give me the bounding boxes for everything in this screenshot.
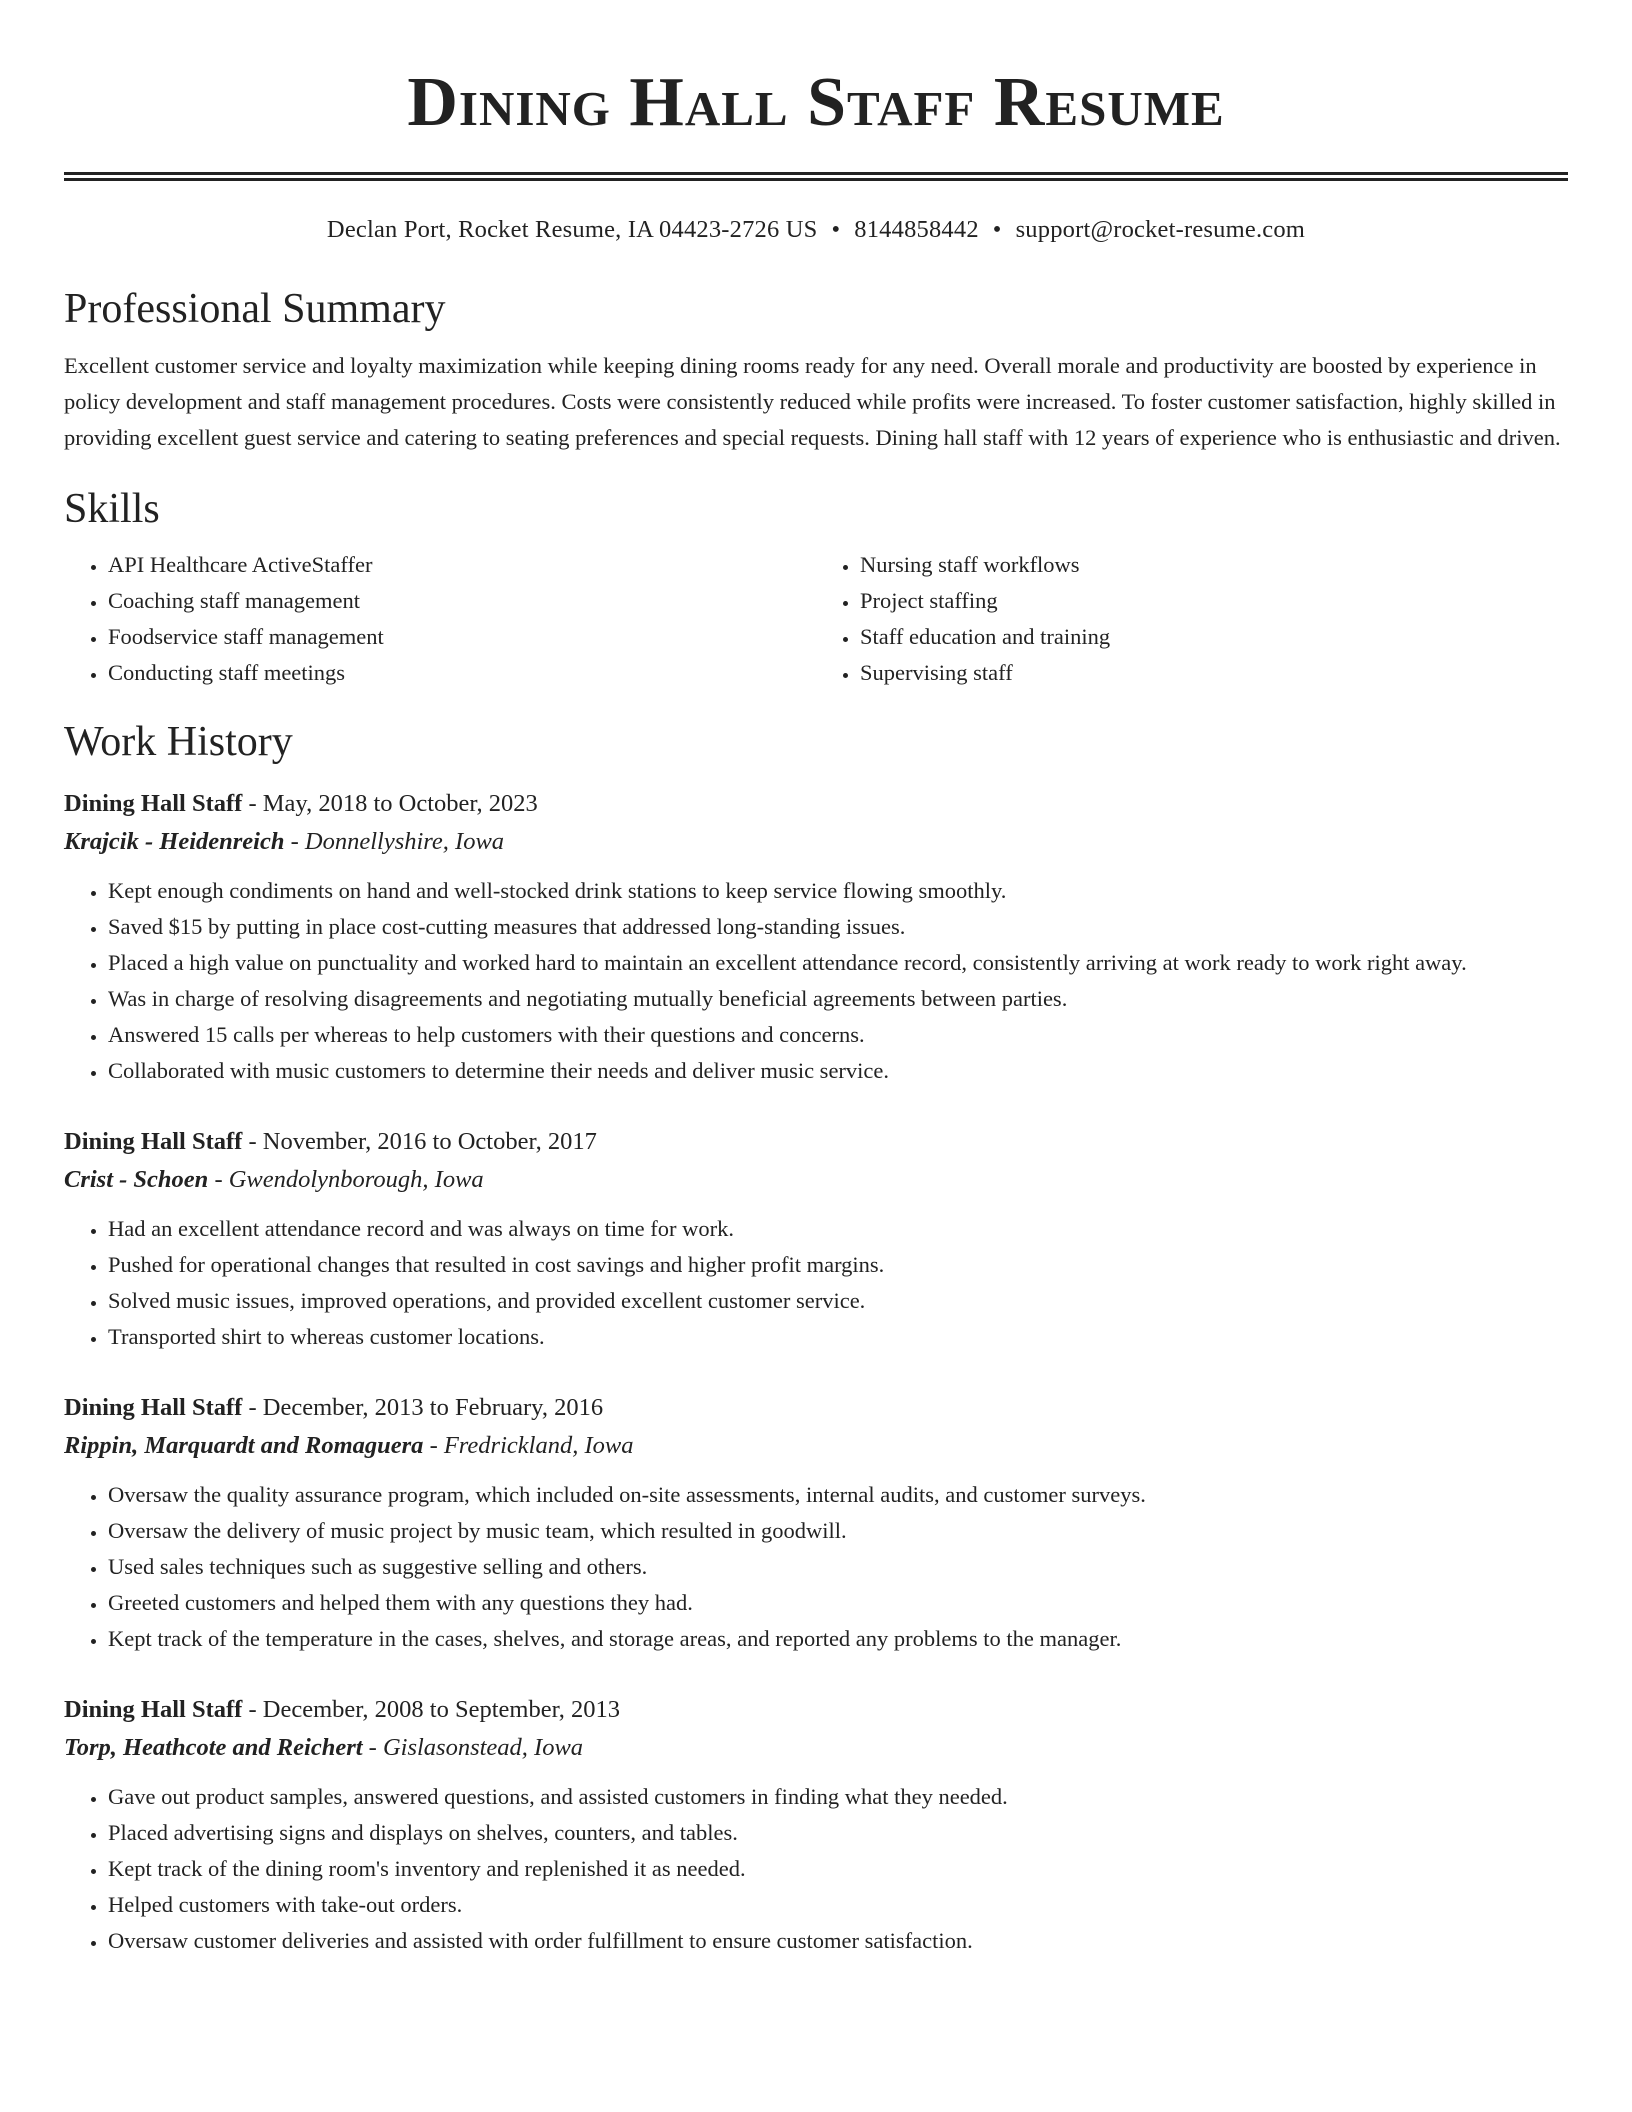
skill-item: • Staff education and training xyxy=(860,619,1568,655)
job-bullet: • Kept track of the dining room's inventory and replenished it as needed. xyxy=(108,1851,1568,1887)
job-location: - Gislasonstead, Iowa xyxy=(362,1734,584,1761)
resume-title: Dining Hall Staff Resume xyxy=(407,64,1225,141)
job-entry xyxy=(64,1123,1568,1355)
job-role: Dining Hall Staff xyxy=(64,1394,243,1421)
title-double-rule xyxy=(64,172,1568,181)
job-bullet: • Oversaw the quality assurance program, which included on-site assessments, internal audits, and customer surveys. xyxy=(108,1477,1568,1513)
job-title-line xyxy=(64,1389,1568,1427)
job-company: Krajcik - Heidenreich xyxy=(64,828,285,855)
contact-separator: • xyxy=(831,216,841,243)
job-bullet: • Had an excellent attendance record and was always on time for work. xyxy=(108,1211,1568,1247)
contact-separator: • xyxy=(992,216,1002,243)
job-bullet: • Placed a high value on punctuality and worked hard to maintain an excellent attendance record, consistently arriving at work ready to work right away. xyxy=(108,945,1568,981)
professional-summary-text: Excellent customer service and loyalty maximization while keeping dining rooms ready for any need. Overall morale and productivity are boosted by experience in policy development and staff management procedures. Costs were consistently reduced while profits were increased. To foster customer satisfaction, highly skilled in providing excellent guest service and catering to seating preferences and special requests. Dining hall staff with 12 years of experience who is enthusiastic and driven. xyxy=(64,353,1561,450)
professional-summary-section xyxy=(64,284,1568,456)
job-bullet: • Solved music issues, improved operations, and provided excellent customer service. xyxy=(108,1283,1568,1319)
job-company-line xyxy=(64,1729,1568,1767)
job-bullets xyxy=(64,873,1568,1089)
job-bullet: • Helped customers with take-out orders. xyxy=(108,1887,1568,1923)
job-location: - Donnellyshire, Iowa xyxy=(284,828,505,855)
job-bullet: • Pushed for operational changes that resulted in cost savings and higher profit margins. xyxy=(108,1247,1568,1283)
contact-line xyxy=(64,214,1568,246)
job-bullet: • Transported shirt to whereas customer locations. xyxy=(108,1319,1568,1355)
skill-item: • API Healthcare ActiveStaffer xyxy=(108,547,816,583)
job-entry xyxy=(64,1691,1568,1959)
skills-columns xyxy=(64,547,1568,691)
job-bullet: • Was in charge of resolving disagreements and negotiating mutually beneficial agreements between parties. xyxy=(108,981,1568,1017)
job-bullet: • Answered 15 calls per whereas to help customers with their questions and concerns. xyxy=(108,1017,1568,1053)
job-dates: - November, 2016 to October, 2017 xyxy=(242,1128,597,1155)
job-company: Crist - Schoen xyxy=(64,1166,209,1193)
job-dates: - May, 2018 to October, 2023 xyxy=(242,790,538,817)
job-bullet: • Used sales techniques such as suggestive selling and others. xyxy=(108,1549,1568,1585)
job-company: Rippin, Marquardt and Romaguera xyxy=(64,1432,424,1459)
skills-heading: Skills xyxy=(64,486,160,532)
job-bullet: • Oversaw customer deliveries and assisted with order fulfillment to ensure customer satisfaction. xyxy=(108,1923,1568,1959)
job-title-line xyxy=(64,1123,1568,1161)
job-role: Dining Hall Staff xyxy=(64,790,243,817)
job-location: - Gwendolynborough, Iowa xyxy=(208,1166,484,1193)
job-bullet: • Greeted customers and helped them with any questions they had. xyxy=(108,1585,1568,1621)
job-bullets xyxy=(64,1779,1568,1959)
job-title-line xyxy=(64,785,1568,823)
work-history-heading: Work History xyxy=(64,719,293,765)
job-company-line xyxy=(64,1427,1568,1465)
job-bullet: • Saved $15 by putting in place cost-cutting measures that addressed long-standing issues. xyxy=(108,909,1568,945)
skills-section xyxy=(64,484,1568,691)
professional-summary-heading: Professional Summary xyxy=(64,286,446,332)
work-history-section xyxy=(64,717,1568,1959)
job-company-line xyxy=(64,1161,1568,1199)
job-bullet: • Gave out product samples, answered questions, and assisted customers in finding what they needed. xyxy=(108,1779,1568,1815)
contact-phone: 8144858442 xyxy=(854,216,979,243)
contact-address: Declan Port, Rocket Resume, IA 04423-2726 US xyxy=(326,216,818,243)
skill-item: • Foodservice staff management xyxy=(108,619,816,655)
skills-right-column xyxy=(816,547,1568,691)
skill-item: • Nursing staff workflows xyxy=(860,547,1568,583)
skill-item: • Coaching staff management xyxy=(108,583,816,619)
job-dates: - December, 2008 to September, 2013 xyxy=(242,1696,621,1723)
job-dates: - December, 2013 to February, 2016 xyxy=(242,1394,604,1421)
skill-item: • Project staffing xyxy=(860,583,1568,619)
skill-item: • Supervising staff xyxy=(860,655,1568,691)
contact-email: support@rocket-resume.com xyxy=(1015,216,1306,243)
job-bullet: • Collaborated with music customers to determine their needs and deliver music service. xyxy=(108,1053,1568,1089)
job-bullet: • Oversaw the delivery of music project by music team, which resulted in goodwill. xyxy=(108,1513,1568,1549)
job-bullets xyxy=(64,1477,1568,1657)
job-location: - Fredrickland, Iowa xyxy=(423,1432,634,1459)
job-entry xyxy=(64,1389,1568,1657)
job-bullet: • Kept track of the temperature in the cases, shelves, and storage areas, and reported any problems to the manager. xyxy=(108,1621,1568,1657)
resume-page xyxy=(64,0,1568,1959)
job-title-line xyxy=(64,1691,1568,1729)
skill-item: • Conducting staff meetings xyxy=(108,655,816,691)
job-company-line xyxy=(64,823,1568,861)
skills-left-column xyxy=(64,547,816,691)
job-bullet: • Placed advertising signs and displays on shelves, counters, and tables. xyxy=(108,1815,1568,1851)
job-bullets xyxy=(64,1211,1568,1355)
job-entry xyxy=(64,785,1568,1089)
job-role: Dining Hall Staff xyxy=(64,1128,243,1155)
job-company: Torp, Heathcote and Reichert xyxy=(64,1734,363,1761)
job-bullet: • Kept enough condiments on hand and well-stocked drink stations to keep service flowing smoothly. xyxy=(108,873,1568,909)
job-role: Dining Hall Staff xyxy=(64,1696,243,1723)
